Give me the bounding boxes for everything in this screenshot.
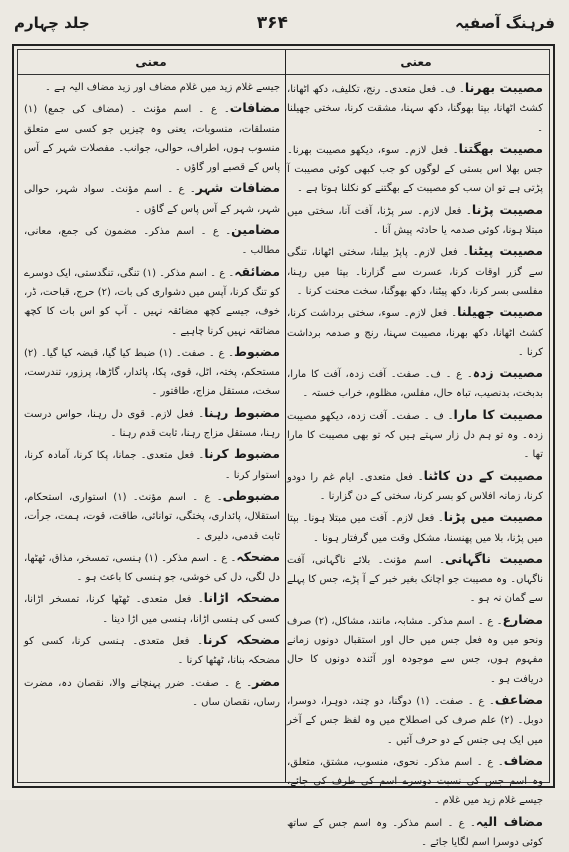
entry-definition: ۔ فعل متعدی۔ ہنسی کرنا، کسی کو مضحکہ بنانا، ٹھٹھا کرنا ۔ xyxy=(24,636,280,667)
entry-headword: مضحکہ کرنا xyxy=(203,632,280,648)
entry-definition: ۔ ع ۔ اسم مذکر۔ نحوی، منسوب، مشتق، متعلق، وہ اسم جس کی نسبت دوسرے اسم کی طرف کی جائے، جیسے غلام زید میں غلام ۔ xyxy=(287,756,543,807)
entry-headword: مصیبت کے دن کاٹنا xyxy=(423,467,543,483)
entry-definition: ۔ فعل لازم۔ سوء، سختی برداشت کرنا، کشٹ اٹھانا، دکھ بھرنا، مصیبت سہنا، رنج و صدمہ برداشت کرنا ۔ xyxy=(287,308,543,358)
entry-headword: مضبوط کرنا xyxy=(204,446,280,462)
entry-headword: مضر xyxy=(252,673,280,689)
dictionary-entry xyxy=(24,486,280,546)
entry-definition: ۔ ع ۔ اسم مذکر۔ مشابہ، مانند، مشاکل، (۲) صرف ونحو میں وہ فعل جس میں حال اور استقبال دونوں زمانے مفہوم ہوں، جس سے موجودہ اور آئندہ دونوں کا حال دریافت ہو ۔ xyxy=(287,615,543,685)
entry-headword: مضبوط xyxy=(234,343,280,359)
entry-headword: مضافات xyxy=(229,100,280,116)
dictionary-entry xyxy=(287,507,543,548)
dictionary-entry xyxy=(24,588,280,629)
dictionary-entry xyxy=(287,466,543,507)
dictionary-entry xyxy=(24,672,280,713)
entry-headword: مصیبت بھگتنا xyxy=(458,140,543,156)
entry-definition: ۔ ف۔ فعل متعدی۔ رنج، تکلیف، دکھ اٹھانا، کشٹ اٹھانا، بپتا بھوگنا، دکھ سہنا، مشقت کرنا، سختی جھیلنا ۔ xyxy=(287,84,543,134)
dictionary-entry xyxy=(287,690,543,750)
entry-headword: مصیبت جھیلنا xyxy=(457,304,543,320)
book-title: فرہنگ آصفیہ xyxy=(455,14,555,32)
entry-definition: ۔ فعل متعدی۔ ٹھٹھا کرنا، تمسخر اڑانا، کسی کی ہنسی اڑانا، ہنسی میں اڑا دینا ۔ xyxy=(24,594,280,625)
column-divider xyxy=(285,50,286,782)
dictionary-entry xyxy=(24,630,280,671)
dictionary-entry xyxy=(24,547,280,588)
entry-headword: مصیبت کا مارا xyxy=(453,406,543,422)
dictionary-entry xyxy=(287,78,543,138)
entry-headword: مضارع xyxy=(502,611,543,627)
entry-definition: ۔ ع ۔ اسم مؤنث۔ سواد شہر، حوالی شہر، شہر کے آس پاس کے گاؤں ۔ xyxy=(24,184,280,215)
entry-definition: ۔ اسم مؤنث۔ بلائے ناگہانی، آفت ناگہاں۔ وہ مصیبت جو اچانک بغیر خبر کے آ پڑے، جس کا پہلے سے گمان نہ ہو ۔ xyxy=(287,554,543,605)
dictionary-entry xyxy=(24,78,280,97)
entry-definition: ۔ ع ۔ صفت۔ (۱) دوگنا، دو چند، دوہرا، دوسرا، دوبل۔ (۲) علم صرف کی اصطلاح میں وہ لفظ جس کے آخر میں ایک ہی جنس کے دو حرف آئیں ۔ xyxy=(287,695,543,746)
entry-headword: مصیبت میں پڑنا xyxy=(443,509,543,525)
dictionary-entry xyxy=(287,812,543,852)
page-frame-inner xyxy=(17,49,550,848)
entry-definition: ۔ فعل لازم۔ آفت میں مبتلا ہونا۔ بپتا میں پڑنا، بلا میں پھنسنا، مشکل وقت میں گرفتار ہونا ۔ xyxy=(287,513,543,544)
dictionary-entry xyxy=(287,610,543,689)
dictionary-entry xyxy=(287,751,543,811)
left-column-heading: معنی xyxy=(18,50,284,75)
entry-headword: مصیبت پیٹنا xyxy=(468,243,543,259)
entry-definition: جیسے غلام زید میں غلام مضاف اور زید مضاف الیہ ہے ۔ xyxy=(44,82,280,93)
dictionary-entry xyxy=(24,98,280,177)
dictionary-entry xyxy=(24,178,280,219)
dictionary-entry xyxy=(287,200,543,241)
entry-definition: ۔ ف ۔ صفت۔ آفت زدہ، دیکھو مصیبت زدہ۔ وہ تو ہم دل زار سہتے ہیں کہ تو بھی مصیبت کا مارا تھا ۔ xyxy=(287,410,543,461)
entry-definition: ۔ ع ۔ اسم مذکر۔ وہ اسم جس کے ساتھ کوئی دوسرا اسم لگایا جائے ۔ xyxy=(287,817,543,848)
entry-definition: ۔ ع ۔ اسم مذکر۔ (۱) تنگی، تنگدستی، ایک دوسرے کو تنگ کرنا، آپس میں دشواری کی بات، (۲) حرج، قباحت، ڈر، خوف، جیسے کچھ مضائقہ نہیں ۔ آپ کو اس بات کا کچھ مضائقہ نہیں کرنا چاہیے ۔ xyxy=(24,267,280,337)
entry-headword: مضاف xyxy=(503,752,543,768)
entry-headword: مضبوطی xyxy=(222,487,280,503)
entry-headword: مضحکہ اڑانا xyxy=(203,590,281,606)
dictionary-entry xyxy=(24,403,280,444)
entry-headword: مصیبت پڑنا xyxy=(471,201,543,217)
entry-definition: ۔ ع ۔ اسم مؤنث۔ (۱) استواری، استحکام، استقلال، پائداری، پختگی، توانائی، طاقت، قوت، ہمت، جرأت، ثابت قدمی، دلیری ۔ xyxy=(24,491,280,542)
dictionary-entry xyxy=(287,549,543,609)
entry-headword: مضاف الیہ xyxy=(475,813,543,829)
entry-headword: مضحکہ xyxy=(236,548,280,564)
dictionary-entry xyxy=(287,363,543,404)
entry-definition: ۔ ع ۔ ف۔ صفت۔ آفت زدہ، آفت کا مارا، بدبخت، بدنصیب، تباہ حال، مفلس، مظلوم، خراب خستہ ۔ xyxy=(287,369,543,400)
dictionary-entry xyxy=(24,444,280,485)
entry-definition: ۔ ع ۔ اسم مذکر۔ مضمون کی جمع، معانی، مطالب ۔ xyxy=(24,226,280,257)
entry-headword: مصیبت بھرنا xyxy=(464,80,543,95)
entry-definition: ۔ ع ۔ صفت۔ ضرر پہنچانے والا، نقصان دہ، مضرت رساں، نقصان ساں ۔ xyxy=(24,677,280,708)
dictionary-entry xyxy=(287,405,543,465)
left-column xyxy=(24,78,280,778)
entry-definition: ۔ فعل لازم۔ سر پڑنا، آفت آنا، سختی میں مبتلا ہونا، کوئی صدمہ یا حادثہ پیش آنا ۔ xyxy=(287,205,543,237)
entry-definition: ۔ فعل لازم۔ قوی دل رہنا، حواس درست رہنا، مستقل مزاج رہنا، ثابت قدم رہنا ۔ xyxy=(24,408,280,440)
entry-definition: ۔ ع ۔ اسم مؤنث ۔ (مضاف کی جمع) (۱) منسلقات، منسوبات، یعنی وہ چیزیں جو کسی سے متعلق منسوب ہوں، اطراف، حوالی، جوانب۔ مفصلات شہر کے آس پاس کے قصبے اور گاؤں ۔ xyxy=(24,104,280,174)
entry-definition: ۔ ع ۔ صفت۔ (۱) ضبط کیا گیا، قبضہ کیا گیا۔ (۲) مستحکم، پختہ، اٹل، قوی، پکا، پائدار، گاڑھا، پرزور، تندرست، سخت، مستقل مزاج، طاقتور ۔ xyxy=(24,347,280,398)
dictionary-entry xyxy=(24,262,280,341)
entry-definition: ۔ ع ۔ اسم مذکر۔ (۱) ہنسی، تمسخر، مذاق، ٹھٹھا، دل لگی، دل کی خوشی، جو ہنسی کا باعث ہو ۔ xyxy=(24,552,280,584)
right-column xyxy=(287,78,544,848)
entry-headword: مضافات شہر xyxy=(195,180,280,196)
entry-headword: مصیبت زدہ xyxy=(472,365,543,381)
entry-headword: مصیبت ناگہانی xyxy=(444,550,543,566)
entry-definition: ۔ فعل متعدی۔ ایام غم را دودو کرنا، زمانہ افلاس کو بسر کرنا، سختی کے دن گزارنا ۔ xyxy=(287,471,543,502)
page-frame xyxy=(12,44,555,848)
dictionary-entry xyxy=(24,342,280,402)
entry-definition: ۔ فعل لازم۔ سوء، دیکھو مصیبت بھرنا۔ جس بھلا اس بستی کے لوگوں کو جب کبھی کوئی مصیبت آ پڑتی ہے تو ان سب کو مصیبت کے بھگتنے کو نکلنا ہوتا ہے ۔ xyxy=(287,144,543,195)
page-number: ۳۶۴ xyxy=(256,13,288,33)
entry-headword: مضامین xyxy=(231,222,280,238)
entry-headword: مضائقہ xyxy=(234,263,280,279)
entry-definition: ۔ فعل متعدی۔ جمانا، پکا کرنا، آمادہ کرنا، استوار کرنا ۔ xyxy=(24,450,280,481)
entry-headword: مضاعف xyxy=(494,691,544,707)
volume-label: جلد چہارم xyxy=(14,14,90,32)
entry-headword: مضبوط رہنا xyxy=(204,404,280,420)
dictionary-entry xyxy=(287,241,543,301)
dictionary-entry xyxy=(24,220,280,261)
dictionary-entry xyxy=(287,139,543,199)
dictionary-entry xyxy=(287,302,543,362)
page-header xyxy=(14,6,555,40)
entry-definition: ۔ فعل لازم۔ پاپڑ بیلنا، سختی اٹھانا، تنگی سے گزر اوقات کرنا، عسرت سے گزارنا۔ بپتا میں رہنا، مفلسی بسر کرنا، دکھ پیٹنا، دکھ بھوگنا، سخت محنت کرنا ۔ xyxy=(287,247,543,297)
right-column-heading: معنی xyxy=(283,50,549,75)
